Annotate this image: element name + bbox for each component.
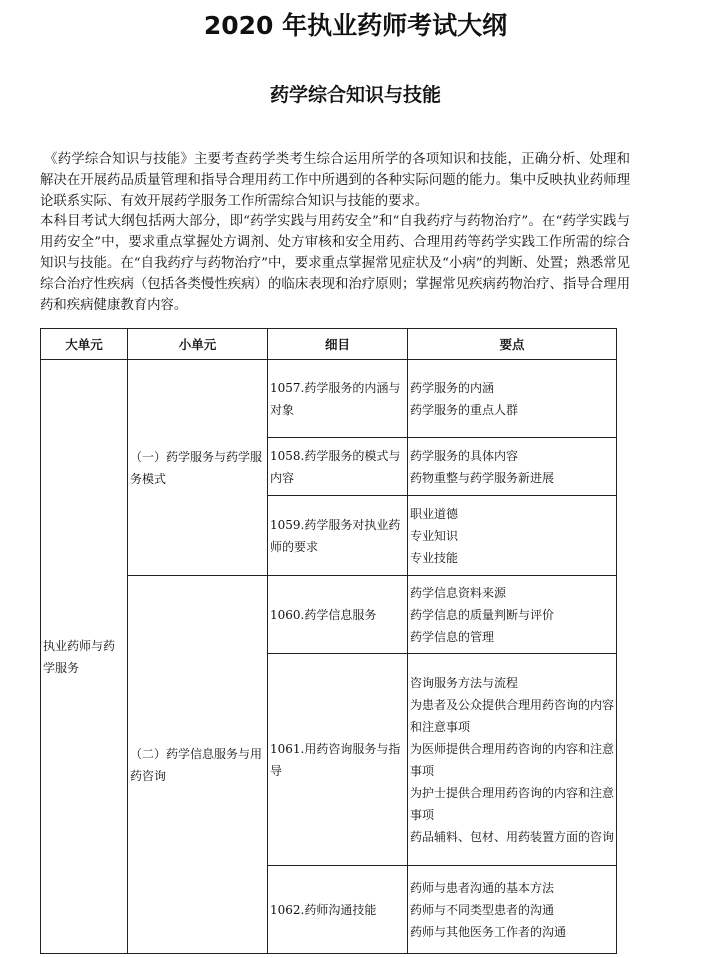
syllabus-table xyxy=(40,328,617,954)
points-cell xyxy=(408,360,617,438)
point: 药师与不同类型患者的沟通 xyxy=(410,902,555,917)
header-sub-unit: 小单元 xyxy=(128,329,268,360)
header-major-unit: 大单元 xyxy=(41,329,128,360)
table-header-row xyxy=(41,329,617,360)
point: 咨询服务方法与流程 xyxy=(410,675,519,690)
sub-unit-cell: （二）药学信息服务与用药咨询 xyxy=(128,576,268,954)
item-cell: 1061.用药咨询服务与指导 xyxy=(268,654,408,866)
document-subtitle: 药学综合知识与技能 xyxy=(269,84,441,106)
intro-text xyxy=(40,150,630,316)
intro-paragraph-2: 本科目考试大纲包括两大部分，即“药学实践与用药安全”和“自我药疗与药物治疗”。在“药学实践与用药安全”中，要求重点掌握处方调剂、处方审核和安全用药、合理用药等药学实践工作所需的综合知识与技能。在“自我药疗与药物治疗”中，要求重点掌握常见症状及“小病”的判断、处置；熟悉常见综合治疗性疾病（包括各类慢性疾病）的临床表现和治疗原则；掌握常见疾病药物治疗、指导合理用药和疾病健康教育内容。 xyxy=(40,214,630,313)
item-cell: 1062.药师沟通技能 xyxy=(268,866,408,954)
point: 药学服务的具体内容 xyxy=(410,448,519,463)
points-cell xyxy=(408,496,617,576)
intro-paragraph-1: 《药学综合知识与技能》主要考查药学类考生综合运用所学的各项知识和技能，正确分析、处理和解决在开展药品质量管理和指导合理用药工作中所遇到的各种实际问题的能力。集中反映执业药师理论联系实际、有效开展药学服务工作所需综合知识与技能的要求。 xyxy=(40,152,630,209)
header-points: 要点 xyxy=(408,329,617,360)
point: 职业道德 xyxy=(410,506,459,521)
points-cell xyxy=(408,654,617,866)
point: 药物重整与药学服务新进展 xyxy=(410,470,555,485)
points-cell xyxy=(408,576,617,654)
points-cell xyxy=(408,438,617,496)
point: 药学信息资料来源 xyxy=(410,585,507,600)
point: 药师与其他医务工作者的沟通 xyxy=(410,924,567,939)
point: 药学信息的管理 xyxy=(410,629,495,644)
point: 专业知识 xyxy=(410,528,459,543)
major-unit-cell: 执业药师与药学服务 xyxy=(41,360,128,954)
item-cell: 1058.药学服务的模式与内容 xyxy=(268,438,408,496)
points-cell xyxy=(408,866,617,954)
document-title: 2020 年执业药师考试大纲 xyxy=(203,11,508,40)
point: 为患者及公众提供合理用药咨询的内容和注意事项 xyxy=(410,697,615,734)
point: 药师与患者沟通的基本方法 xyxy=(410,880,555,895)
point: 药学服务的重点人群 xyxy=(410,402,519,417)
item-cell: 1060.药学信息服务 xyxy=(268,576,408,654)
item-cell: 1057.药学服务的内涵与对象 xyxy=(268,360,408,438)
point: 药学服务的内涵 xyxy=(410,380,495,395)
item-cell: 1059.药学服务对执业药师的要求 xyxy=(268,496,408,576)
sub-unit-cell: （一）药学服务与药学服务模式 xyxy=(128,360,268,576)
point: 药品辅料、包材、用药装置方面的咨询 xyxy=(410,829,615,844)
point: 为医师提供合理用药咨询的内容和注意事项 xyxy=(410,741,615,778)
table-row xyxy=(41,576,617,654)
point: 为护士提供合理用药咨询的内容和注意事项 xyxy=(410,785,615,822)
header-item: 细目 xyxy=(268,329,408,360)
point: 专业技能 xyxy=(410,550,459,565)
table-row xyxy=(41,360,617,438)
point: 药学信息的质量判断与评价 xyxy=(410,607,555,622)
